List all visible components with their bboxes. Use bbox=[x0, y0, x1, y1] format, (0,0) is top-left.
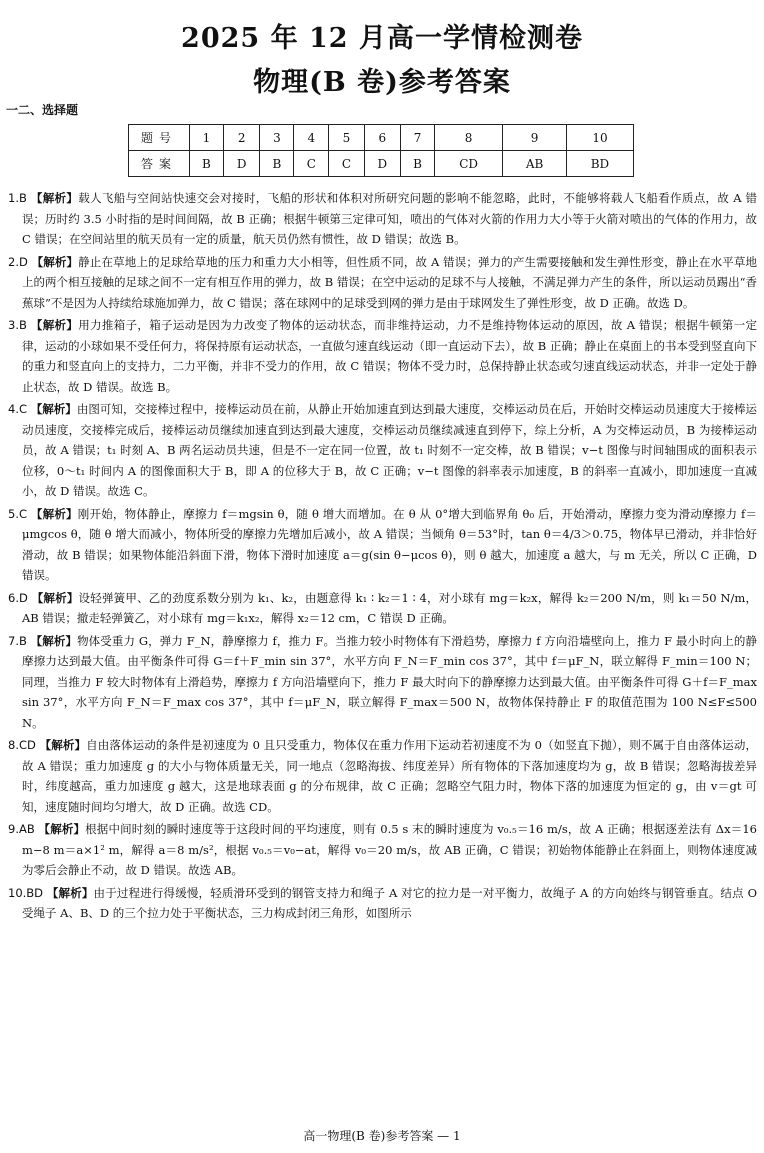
explanations bbox=[8, 188, 757, 926]
explanation-text: 由图可知，交接棒过程中，接棒运动员在前，从静止开始加速直到达到最大速度，交棒运动员在后，开始时交棒运动员速度大于接棒运动员速度，交接棒完成后，接棒运动员继续加速直到达到最大速度，交棒运动员继续减速直到停下，综上分析，A 为交棒运动员，B 为接棒运动员，故 A 错误；t₁ 时刻 A、B 两名运动员共速，但是不一定在同一位置，故 t₁ 时刻不一定交棒，故 B 错误；v−t 图像与时间轴围成的面积表示位移，0～t₁ 时间内 A 的图像面积大于 B，即 A 的位移大于 B，故 C 正确；v−t 图像的斜率表示加速度，B 的斜率一直减小，即加速度一直减小，故 D 错误。故选 C。 bbox=[22, 402, 758, 498]
explanation-number: 8.CD bbox=[8, 738, 36, 752]
question-number-cell: 4 bbox=[294, 125, 329, 151]
explanation-tag: 【解析】 bbox=[30, 506, 78, 521]
explanation-tag: 【解析】 bbox=[30, 191, 79, 205]
explanation-item bbox=[8, 315, 757, 397]
answer-cell: BD bbox=[566, 151, 633, 177]
explanation-number: 10.BD bbox=[8, 885, 44, 900]
answer-cell: B bbox=[401, 151, 435, 177]
answer-table-row-answers bbox=[129, 151, 634, 177]
explanation-number: 5.C bbox=[8, 506, 28, 521]
answer-cell: C bbox=[294, 151, 329, 177]
answer-table-row-numbers bbox=[129, 125, 634, 151]
explanation-item bbox=[8, 819, 757, 881]
question-number-cell: 2 bbox=[223, 125, 260, 151]
explanation-text: 用力推箱子，箱子运动是因为力改变了物体的运动状态，而非维持运动，力不是维持物体运动的原因，故 A 错误；根据牛顿第一定律，运动的小球如果不受任何力，将保持原有运动状态，一直做匀速直线运动（即一直运动下去），故 B 正确；静止在桌面上的书本受到竖直向下的重力和竖直向上的支持力，二力平衡，并非不受力的作用，故 C 错误；物体不受力时，总保持静止状态或匀速直线运动状态，并非一定处于静止状态，故 D 错误。故选 B。 bbox=[22, 318, 758, 394]
answer-cell: B bbox=[190, 151, 224, 177]
explanation-tag: 【解析】 bbox=[30, 402, 77, 416]
explanation-item bbox=[8, 735, 757, 817]
answer-cell: D bbox=[223, 151, 260, 177]
explanation-tag: 【解析】 bbox=[31, 590, 79, 605]
explanation-number: 6.D bbox=[8, 590, 28, 605]
question-number-cell: 1 bbox=[190, 125, 224, 151]
explanation-tag: 【解析】 bbox=[39, 738, 87, 752]
explanation-item bbox=[8, 399, 757, 502]
page-subtitle: 物理(B 卷)参考答案 bbox=[253, 67, 511, 98]
explanation-number: 9.AB bbox=[8, 822, 35, 836]
answer-cell: C bbox=[329, 151, 364, 177]
explanation-item bbox=[8, 588, 757, 629]
explanation-item bbox=[8, 252, 757, 314]
question-number-cell: 8 bbox=[434, 125, 502, 151]
explanation-tag: 【解析】 bbox=[31, 254, 79, 269]
answer-cell: D bbox=[364, 151, 401, 177]
explanation-text: 自由落体运动的条件是初速度为 0 且只受重力，物体仅在重力作用下运动若初速度不为 0（如竖直下抛），则不属于自由落体运动，故 A 错误；重力加速度 g 的大小与物体质量无关，同一地点（忽略海拔、纬度差异）所有物体的下落加速度均为 g，故 B 错误；忽略海拔差异时，纬度越高，重力加速度 g 越大，这是地球表面 g 的分布规律，故 C 正确；忽略空气阻力时，物体下落的加速度为恒定的 g，由 v＝gt 可知，速度随时间均匀增大，故 D 正确。故选 CD。 bbox=[22, 738, 758, 814]
explanation-text: 根据中间时刻的瞬时速度等于这段时间的平均速度，则有 0.5 s 末的瞬时速度为 v₀.₅＝16 m/s，故 A 正确；根据逐差法有 Δx＝16 m−8 m＝a×1² m，解得 a＝8 m/s²，根据 v₀.₅＝v₀−at，解得 v₀＝20 m/s，故 AB 正确，C 错误；初始物体能静止在斜面上，则物体速度减为零后会静止不动，故 D 错误。故选 AB。 bbox=[22, 822, 757, 877]
explanation-tag: 【解析】 bbox=[30, 633, 78, 648]
explanation-number: 1.B bbox=[8, 191, 27, 205]
explanation-text: 刚开始，物体静止，摩擦力 f＝mgsin θ，随 θ 增大而增加。在 θ 从 0°增大到临界角 θ₀ 后，开始滑动，摩擦力变为滑动摩擦力 f＝μmgcos θ，随 θ 增大而减小，物体所受的摩擦力先增加后减小，故 A 错误；当倾角 θ＝53°时，tan θ＝4/3＞0.75，物体早已滑动，并非恰好滑动，故 B 错误；如果物体能沿斜面下滑，物体下滑时加速度 a＝g(sin θ−μcos θ)，则 θ 越大，加速度 a 越大，与 m 无关，所以 C 正确，D 错误。 bbox=[22, 506, 758, 582]
explanation-number: 4.C bbox=[8, 402, 28, 416]
question-number-cell: 5 bbox=[329, 125, 364, 151]
explanation-item bbox=[8, 631, 757, 734]
explanation-text: 载人飞船与空间站快速交会对接时，飞船的形状和体积对所研究问题的影响不能忽略，此时，不能够将载人飞船看作质点，故 A 错误；历时约 3.5 小时指的是时间间隔，故 B 正确；根据牛顿第三定律可知，喷出的气体对火箭的作用力大小等于火箭对喷出的气体的作用力，故 C 错误；在空间站里的航天员有一定的质量，航天员仍然有惯性，故 D 错误；故选 B。 bbox=[22, 191, 758, 246]
explanation-item bbox=[8, 504, 757, 586]
question-number-cell: 3 bbox=[260, 125, 294, 151]
answer-table-row-label: 答案 bbox=[129, 151, 190, 177]
section-heading: 一二、选择题 bbox=[6, 103, 79, 117]
explanation-item bbox=[8, 883, 757, 924]
question-number-cell: 9 bbox=[503, 125, 567, 151]
page-title: 2025 年 12 月高一学情检测卷 bbox=[181, 23, 583, 54]
question-number-cell: 7 bbox=[401, 125, 435, 151]
page-footer: 高一物理(B 卷)参考答案 — 1 bbox=[303, 1129, 461, 1143]
question-number-cell: 6 bbox=[364, 125, 401, 151]
explanation-number: 7.B bbox=[8, 633, 27, 648]
explanation-text: 设轻弹簧甲、乙的劲度系数分别为 k₁、k₂，由题意得 k₁ ∶ k₂＝1 ∶ 4，对小球有 mg＝k₂x，解得 k₂＝200 N/m，则 k₁＝50 N/m，AB 错误；撤走轻弹簧乙，对小球有 mg＝k₁x₂，解得 x₂＝12 cm，C 错误 D 正确。 bbox=[22, 590, 758, 625]
answer-cell: B bbox=[260, 151, 294, 177]
question-number-cell: 10 bbox=[566, 125, 633, 151]
answer-table-row-label: 题号 bbox=[129, 125, 190, 151]
answer-table bbox=[128, 124, 634, 177]
explanation-item bbox=[8, 188, 757, 250]
explanation-text: 静止在草地上的足球给草地的压力和重力大小相等，但性质不同，故 A 错误；弹力的产生需要接触和发生弹性形变，静止在水平草地上的两个相互接触的足球之间不一定有相互作用的弹力，故 B 错误；在空中运动的足球不与人接触，不满足弹力产生的条件，所以运动员踢出“香蕉球”不是因为人持续给球施加弹力，故 C 错误；落在球网中的足球受到网的弹力是由于球网发生了弹性形变，故 D 正确。故选 D。 bbox=[22, 254, 758, 310]
answer-cell: CD bbox=[434, 151, 502, 177]
explanation-text: 物体受重力 G，弹力 F_N，静摩擦力 f，推力 F。当推力较小时物体有下滑趋势，摩擦力 f 方向沿墙壁向上，推力 F 最小时向上的静摩擦力达到最大值。由平衡条件可得 G＝f＋F_min sin 37°，水平方向 F_N＝F_min cos 37°，其中 f＝μF_N，联立解得 F_min＝100 N；同理，当推力 F 较大时物体有上滑趋势，摩擦力 f 方向沿墙壁向下，推力 F 最大时向下的静摩擦力达到最大值。由平衡条件可得 G＋f＝F_max sin 37°，水平方向 F_N＝F_max cos 37°，其中 f＝μF_N，联立解得 F_max＝500 N，故物体保持静止 F 的取值范围为 100 N≤F≤500 N。 bbox=[22, 633, 758, 730]
explanation-text: 由于过程进行得缓慢，轻质滑环受到的钢管支持力和绳子 A 对它的拉力是一对平衡力，故绳子 A 的方向始终与钢管垂直。结点 O 受绳子 A、B、D 的三个拉力处于平衡状态，三力构成封闭三角形，如图所示 bbox=[22, 885, 758, 920]
explanation-number: 3.B bbox=[8, 318, 27, 332]
explanation-tag: 【解析】 bbox=[46, 885, 94, 900]
explanation-number: 2.D bbox=[8, 254, 28, 269]
answer-cell: AB bbox=[503, 151, 567, 177]
explanation-tag: 【解析】 bbox=[38, 822, 86, 836]
explanation-tag: 【解析】 bbox=[30, 318, 79, 332]
